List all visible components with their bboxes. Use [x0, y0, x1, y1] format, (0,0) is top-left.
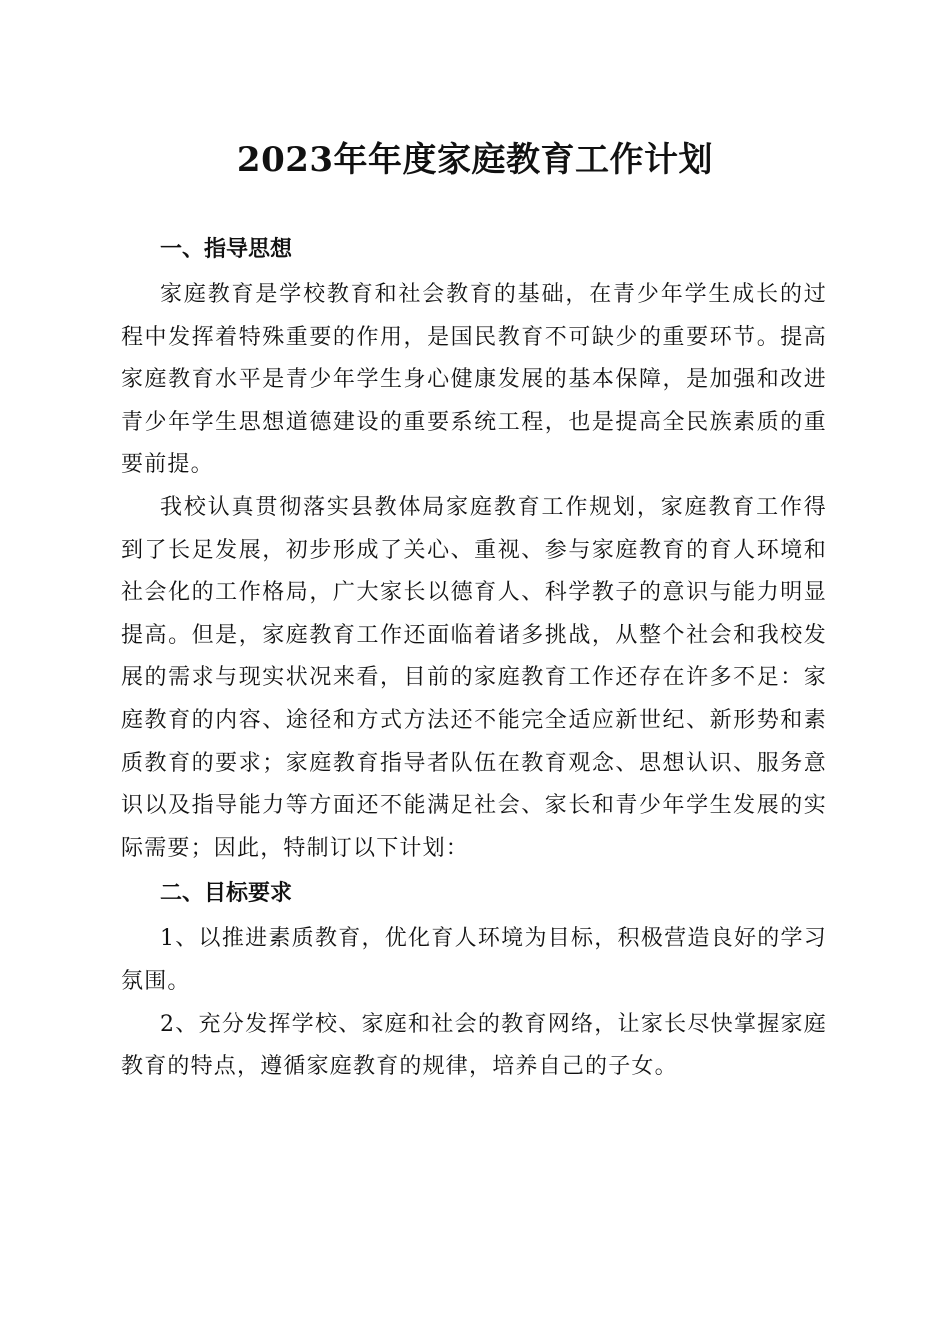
document-title: 2023年年度家庭教育工作计划 [236, 140, 714, 180]
paragraph-family-education-foundation: 家庭教育是学校教育和社会教育的基础，在青少年学生成长的过程中发挥着特殊重要的作用，是国民教育不可缺少的重要环节。提高家庭教育水平是青少年学生身心健康发展的基本保障，是加强和改进青少年学生思想道德建设的重要系统工程，也是提高全民族素质的重要前提。 [121, 282, 827, 478]
paragraph-school-implementation: 我校认真贯彻落实县教体局家庭教育工作规划，家庭教育工作得到了长足发展，初步形成了关心、重视、参与家庭教育的育人环境和社会化的工作格局，广大家长以德育人、科学教子的意识与能力明显提高。但是，家庭教育工作还面临着诸多挑战，从整个社会和我校发展的需求与现实状况来看，目前的家庭教育工作还存在许多不足：家庭教育的内容、途径和方式方法还不能完全适应新世纪、新形势和素质教育的要求；家庭教育指导者队伍在教育观念、思想认识、服务意识以及指导能力等方面还不能满足社会、家长和青少年学生发展的实际需要；因此，特制订以下计划： [121, 494, 827, 861]
section-heading-goals: 二、目标要求 [160, 881, 293, 907]
section-heading-guiding-ideology: 一、指导思想 [160, 237, 293, 262]
paragraph-goal-2: 2、充分发挥学校、家庭和社会的教育网络，让家长尽快掌握家庭教育的特点，遵循家庭教育的规律，培养自己的子女。 [121, 1011, 827, 1080]
paragraph-goal-1: 1、以推进素质教育，优化育人环境为目标，积极营造良好的学习氛围。 [121, 926, 827, 994]
document-body [121, 226, 827, 1089]
